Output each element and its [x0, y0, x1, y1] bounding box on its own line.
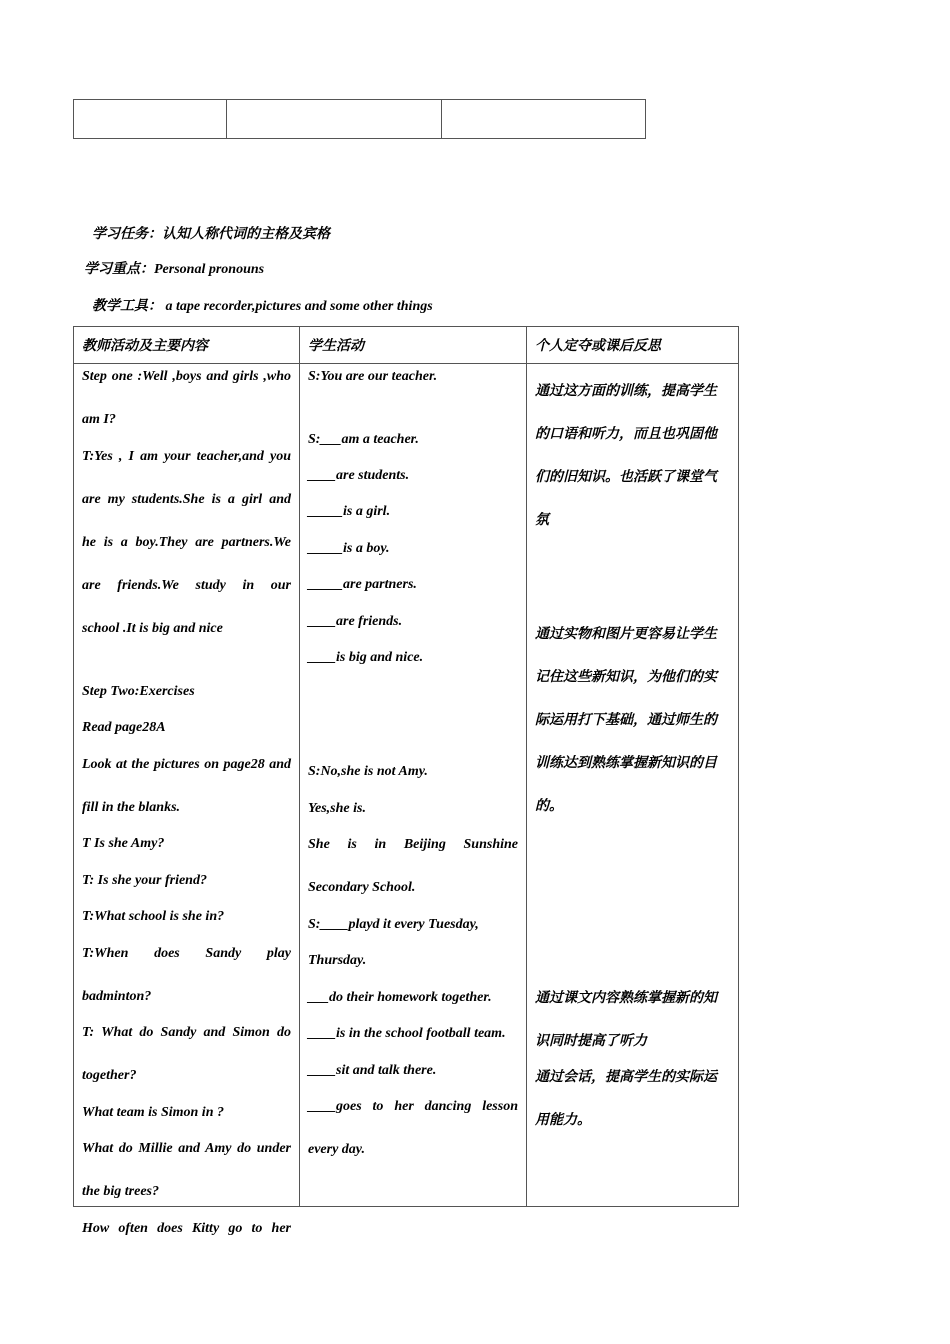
student-line: S:____playd it every Tuesday, [308, 917, 479, 932]
reflection-line: 际运用打下基础，通过师生的 [535, 713, 717, 728]
header-info-table [73, 99, 646, 139]
reflection-line: 的口语和听力，而且也巩固他 [535, 427, 717, 442]
teacher-line: the big trees? [82, 1184, 159, 1199]
teaching-tools: 教学工具： a tape recorder,pictures and some other things [92, 299, 433, 314]
column-header-teacher: 教师活动及主要内容 [74, 327, 300, 364]
student-line: S:___am a teacher. [308, 432, 419, 447]
teacher-line: Step one :Well ,boys and girls ,who [82, 369, 291, 384]
student-line: Secondary School. [308, 880, 416, 895]
teacher-line: T: Is she your friend? [82, 873, 207, 888]
student-line: ____goes to her dancing lesson [308, 1099, 518, 1114]
teacher-line: are my students.She is a girl and [82, 492, 291, 507]
student-line: every day. [308, 1142, 365, 1157]
header-cell [227, 100, 442, 139]
reflection-line: 氛 [535, 513, 549, 528]
teacher-line: T Is she Amy? [82, 836, 165, 851]
teacher-line: am I? [82, 412, 116, 427]
student-line: Yes,she is. [308, 801, 366, 816]
column-header-student: 学生活动 [300, 327, 527, 364]
student-line: She is in Beijing Sunshine [308, 837, 518, 852]
teacher-line: fill in the blanks. [82, 800, 181, 815]
student-line: _____is a boy. [308, 541, 390, 556]
teacher-line: school .It is big and nice [82, 621, 223, 636]
learning-focus: 学习重点：Personal pronouns [84, 262, 265, 277]
student-line: S:No,she is not Amy. [308, 764, 428, 779]
teacher-line: together? [82, 1068, 137, 1083]
reflection-line: 们的旧知识。也活跃了课堂气 [535, 470, 717, 485]
reflection-line: 识同时提高了听力 [535, 1034, 647, 1049]
student-line: Thursday. [308, 953, 367, 968]
teacher-line: are friends.We study in our [82, 578, 291, 593]
student-line: _____are partners. [308, 577, 417, 592]
teacher-line: T: What do Sandy and Simon do [82, 1025, 291, 1040]
reflection-line: 通过这方面的训练，提高学生 [535, 384, 717, 399]
teacher-line: T:What school is she in? [82, 909, 225, 924]
reflection-line: 通过课文内容熟练掌握新的知 [535, 991, 717, 1006]
teacher-line: Step Two:Exercises [82, 684, 195, 699]
reflection-line: 通过实物和图片更容易让学生 [535, 627, 717, 642]
teacher-line: badminton? [82, 989, 152, 1004]
teacher-line: T:When does Sandy play [82, 946, 291, 961]
student-line: ____are friends. [308, 614, 403, 629]
student-line: ____are students. [308, 468, 410, 483]
reflection-line: 的。 [535, 799, 563, 814]
student-activity-cell [300, 364, 527, 1207]
student-line: ____is in the school football team. [308, 1026, 506, 1041]
teacher-line: What do Millie and Amy do under [82, 1141, 291, 1156]
reflection-line: 记住这些新知识，为他们的实 [535, 670, 717, 685]
teacher-line: T:Yes , I am your teacher,and you [82, 449, 291, 464]
reflection-line: 用能力。 [535, 1113, 591, 1128]
learning-task: 学习任务：认知人称代词的主格及宾格 [92, 227, 330, 242]
teacher-line: he is a boy.They are partners.We [82, 535, 291, 550]
teacher-line: What team is Simon in ? [82, 1105, 224, 1120]
teacher-line: Read page28A [82, 720, 166, 735]
student-line: ____sit and talk there. [308, 1063, 437, 1078]
lesson-plan-table [73, 326, 739, 1236]
teacher-line: Look at the pictures on page28 and [82, 757, 291, 772]
student-line: ___do their homework together. [308, 990, 492, 1005]
student-line: S:You are our teacher. [308, 369, 438, 384]
reflection-line: 通过会话，提高学生的实际运 [535, 1070, 717, 1085]
student-line: _____is a girl. [308, 504, 391, 519]
student-line: ____is big and nice. [308, 650, 424, 665]
reflection-line: 训练达到熟练掌握新知识的目 [535, 756, 717, 771]
header-cell [442, 100, 646, 139]
header-cell [74, 100, 227, 139]
teacher-activity-cell [74, 364, 300, 1236]
teacher-line: How often does Kitty go to her [82, 1221, 291, 1236]
column-header-reflection: 个人定夺或课后反思 [527, 327, 739, 364]
reflection-cell [527, 364, 739, 1207]
